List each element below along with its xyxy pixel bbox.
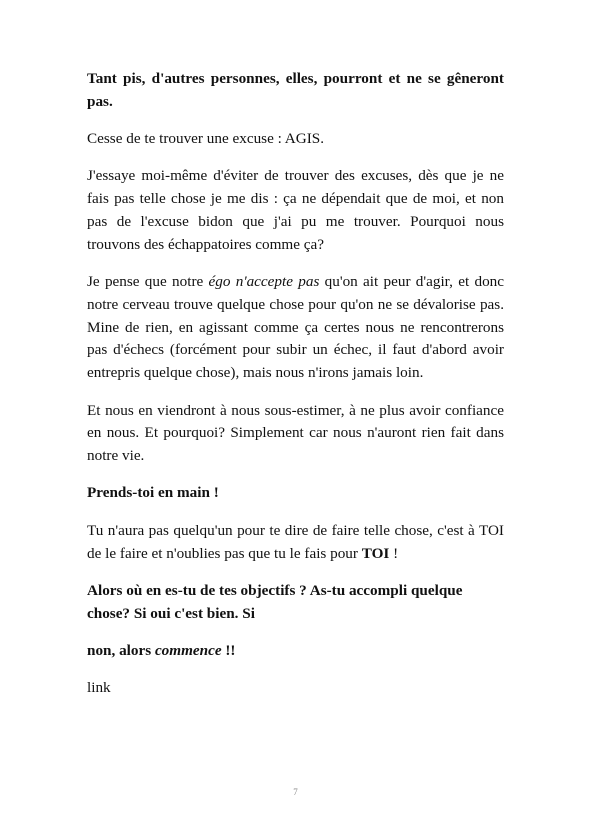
paragraph-ego-start: Je pense que notre	[87, 273, 209, 291]
paragraph-ego-italic: égo n'accepte pas	[208, 273, 320, 291]
paragraph-excuses: J'essaye moi-même d'éviter de trouver des excuses, dès que je ne fais pas telle chose je me dis : ça ne dépendait que de moi, et non pas de l'excuse bidon que j'ai pu me trouver. Pourquoi nous trouvons des échappatoires comme ça?	[87, 167, 504, 253]
paragraph-objectifs: Alors où en es-tu de tes objectifs ? As-tu accompli quelque chose? Si oui c'est bien. Si	[87, 581, 463, 622]
paragraph-ego	[87, 271, 504, 385]
paragraph-toi	[87, 520, 504, 566]
paragraph-commence-end: !!	[221, 641, 236, 659]
link-text[interactable]: link	[87, 679, 111, 697]
heading-prends-toi: Prends-toi en main !	[87, 484, 219, 502]
paragraph-commence	[87, 640, 504, 663]
paragraph-toi-bold: TOI	[361, 544, 390, 562]
paragraph-tant-pis: Tant pis, d'autres personnes, elles, pourront et ne se gêneront pas.	[87, 70, 504, 110]
paragraph-toi-start: Tu n'aura pas quelqu'un pour te dire de faire telle chose, c'est à TOI de le faire et n'oublies pas que tu le fais pour	[87, 521, 504, 562]
paragraph-commence-italic: commence	[154, 641, 222, 659]
page-content	[87, 68, 504, 715]
paragraph-ego-end: qu'on ait peur d'agir, et donc notre cerveau trouve quelque chose pour qu'on ne se dévalorise pas. Mine de rien, en agissant comme ça certes nous ne rencontrerons pas d'échecs (forcément pour subir un échec, il faut d'abord avoir entrepris quelque chose), mais nous n'irons jamais loin.	[87, 273, 504, 382]
paragraph-toi-end: !	[389, 544, 399, 562]
paragraph-cesse: Cesse de te trouver une excuse : AGIS.	[87, 130, 325, 148]
paragraph-commence-start: non, alors	[87, 641, 155, 659]
page-number: 7	[293, 787, 298, 797]
paragraph-sous-estimer: Et nous en viendront à nous sous-estimer, à ne plus avoir confiance en nous. Et pourquoi? Simplement car nous n'auront rien fait dans notre vie.	[87, 401, 504, 465]
